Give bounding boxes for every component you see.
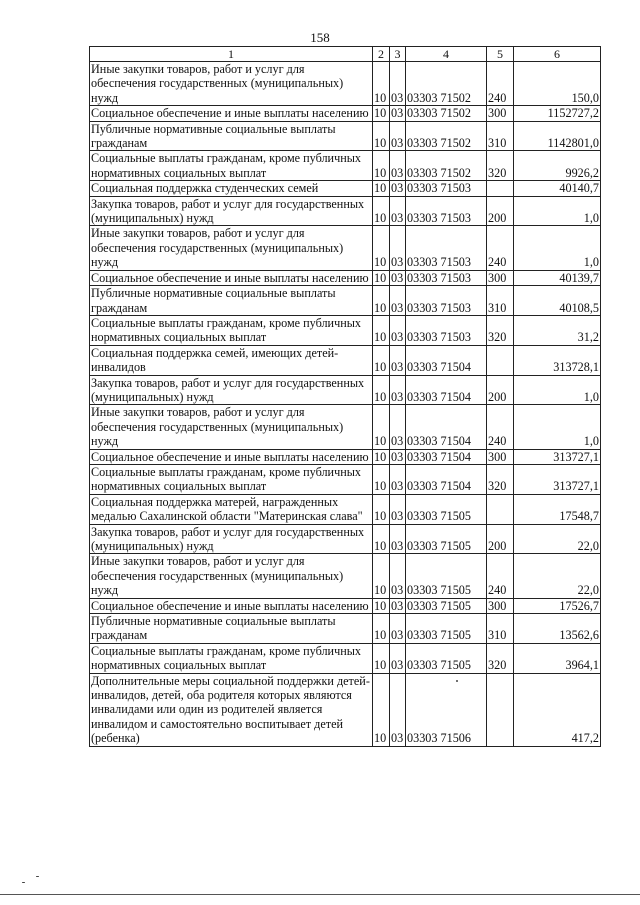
- row-amount-cell: 22,0: [514, 524, 601, 554]
- row-target-article-cell: 03303 71502: [406, 151, 487, 181]
- row-subsection-cell: 03: [390, 524, 406, 554]
- row-name-cell: Социальная поддержка студенческих семей: [90, 181, 373, 196]
- row-expense-type-cell: 200: [487, 196, 514, 226]
- row-target-article-cell: 03303 71503: [406, 226, 487, 270]
- row-expense-type-cell: 320: [487, 151, 514, 181]
- row-section-cell: 10: [373, 181, 390, 196]
- row-amount-cell: 150,0: [514, 62, 601, 106]
- row-subsection-cell: 03: [390, 196, 406, 226]
- scan-speck: [22, 882, 25, 883]
- column-number: 5: [487, 47, 514, 62]
- row-subsection-cell: 03: [390, 598, 406, 613]
- page-bottom-edge: [0, 894, 640, 895]
- row-subsection-cell: 03: [390, 449, 406, 464]
- row-amount-cell: 313728,1: [514, 345, 601, 375]
- row-amount-cell: 1152727,2: [514, 106, 601, 121]
- row-section-cell: 10: [373, 286, 390, 316]
- table-row: [90, 449, 601, 464]
- column-number: 3: [390, 47, 406, 62]
- row-name-cell: Социальные выплаты гражданам, кроме публичных нормативных социальных выплат: [90, 464, 373, 494]
- row-expense-type-cell: 320: [487, 643, 514, 673]
- row-expense-type-cell: 240: [487, 62, 514, 106]
- row-target-article-cell: 03303 71504: [406, 345, 487, 375]
- row-expense-type-cell: 310: [487, 286, 514, 316]
- row-amount-cell: 40108,5: [514, 286, 601, 316]
- row-section-cell: 10: [373, 315, 390, 345]
- row-target-article-cell: 03303 71504: [406, 449, 487, 464]
- row-subsection-cell: 03: [390, 464, 406, 494]
- table-row: [90, 345, 601, 375]
- row-target-article-cell: 03303 71502: [406, 62, 487, 106]
- table-row: [90, 226, 601, 270]
- row-section-cell: 10: [373, 151, 390, 181]
- row-amount-cell: 417,2: [514, 673, 601, 746]
- column-number: 2: [373, 47, 390, 62]
- row-expense-type-cell: [487, 494, 514, 524]
- row-target-article-cell: 03303 71503: [406, 196, 487, 226]
- row-subsection-cell: 03: [390, 614, 406, 644]
- row-section-cell: 10: [373, 62, 390, 106]
- row-amount-cell: 1142801,0: [514, 121, 601, 151]
- row-expense-type-cell: [487, 673, 514, 746]
- table-row: [90, 554, 601, 598]
- row-subsection-cell: 03: [390, 106, 406, 121]
- row-name-cell: Иные закупки товаров, работ и услуг для обеспечения государственных (муниципальных) нужд: [90, 226, 373, 270]
- row-expense-type-cell: 240: [487, 405, 514, 449]
- row-target-article-cell: 03303 71505: [406, 524, 487, 554]
- table-row: [90, 106, 601, 121]
- table-row: [90, 121, 601, 151]
- column-number-row: [90, 47, 601, 62]
- row-amount-cell: 40139,7: [514, 270, 601, 285]
- row-subsection-cell: 03: [390, 494, 406, 524]
- row-expense-type-cell: 300: [487, 270, 514, 285]
- row-name-cell: Социальные выплаты гражданам, кроме публичных нормативных социальных выплат: [90, 151, 373, 181]
- row-subsection-cell: 03: [390, 286, 406, 316]
- row-section-cell: 10: [373, 375, 390, 405]
- row-name-cell: Иные закупки товаров, работ и услуг для обеспечения государственных (муниципальных) нужд: [90, 405, 373, 449]
- table-row: [90, 405, 601, 449]
- row-name-cell: Закупка товаров, работ и услуг для государственных (муниципальных) нужд: [90, 375, 373, 405]
- row-name-cell: Социальные выплаты гражданам, кроме публичных нормативных социальных выплат: [90, 643, 373, 673]
- table-row: [90, 181, 601, 196]
- table-row: [90, 62, 601, 106]
- row-target-article-cell: 03303 71505: [406, 494, 487, 524]
- row-section-cell: 10: [373, 345, 390, 375]
- row-section-cell: 10: [373, 464, 390, 494]
- row-section-cell: 10: [373, 673, 390, 746]
- row-target-article-cell: 03303 71502: [406, 121, 487, 151]
- row-name-cell: Социальное обеспечение и иные выплаты населению: [90, 598, 373, 613]
- row-target-article-cell: 03303 71506: [406, 673, 487, 746]
- row-expense-type-cell: 240: [487, 554, 514, 598]
- table-row: [90, 614, 601, 644]
- row-target-article-cell: 03303 71503: [406, 315, 487, 345]
- row-expense-type-cell: 300: [487, 449, 514, 464]
- row-target-article-cell: 03303 71504: [406, 375, 487, 405]
- table-row: [90, 315, 601, 345]
- row-section-cell: 10: [373, 405, 390, 449]
- row-name-cell: Социальное обеспечение и иные выплаты населению: [90, 449, 373, 464]
- row-name-cell: Иные закупки товаров, работ и услуг для обеспечения государственных (муниципальных) нужд: [90, 554, 373, 598]
- row-amount-cell: 13562,6: [514, 614, 601, 644]
- page-number: 158: [310, 30, 330, 45]
- row-name-cell: Публичные нормативные социальные выплаты гражданам: [90, 614, 373, 644]
- row-target-article-cell: 03303 71503: [406, 286, 487, 316]
- row-expense-type-cell: 310: [487, 121, 514, 151]
- row-subsection-cell: 03: [390, 151, 406, 181]
- row-name-cell: Публичные нормативные социальные выплаты гражданам: [90, 121, 373, 151]
- row-amount-cell: 9926,2: [514, 151, 601, 181]
- row-section-cell: 10: [373, 524, 390, 554]
- table-row: [90, 494, 601, 524]
- row-section-cell: 10: [373, 643, 390, 673]
- column-number: 6: [514, 47, 601, 62]
- row-expense-type-cell: 310: [487, 614, 514, 644]
- row-section-cell: 10: [373, 226, 390, 270]
- row-section-cell: 10: [373, 270, 390, 285]
- row-name-cell: Закупка товаров, работ и услуг для государственных (муниципальных) нужд: [90, 196, 373, 226]
- row-expense-type-cell: 200: [487, 524, 514, 554]
- budget-table-body: [90, 47, 601, 747]
- budget-table: [89, 46, 601, 747]
- row-name-cell: Социальные выплаты гражданам, кроме публичных нормативных социальных выплат: [90, 315, 373, 345]
- row-target-article-cell: 03303 71505: [406, 643, 487, 673]
- row-amount-cell: 17548,7: [514, 494, 601, 524]
- row-name-cell: Дополнительные меры социальной поддержки детей-инвалидов, детей, оба родителя которых являются инвалидами или один из родителей является инвалидом и самостоятельно воспитывает детей (ребенка): [90, 673, 373, 746]
- row-subsection-cell: 03: [390, 181, 406, 196]
- row-amount-cell: 1,0: [514, 405, 601, 449]
- row-section-cell: 10: [373, 598, 390, 613]
- row-name-cell: Иные закупки товаров, работ и услуг для обеспечения государственных (муниципальных) нужд: [90, 62, 373, 106]
- row-subsection-cell: 03: [390, 554, 406, 598]
- scan-speck: [456, 680, 458, 682]
- row-section-cell: 10: [373, 494, 390, 524]
- row-amount-cell: 1,0: [514, 375, 601, 405]
- row-expense-type-cell: [487, 345, 514, 375]
- table-row: [90, 196, 601, 226]
- row-target-article-cell: 03303 71503: [406, 270, 487, 285]
- row-expense-type-cell: [487, 181, 514, 196]
- row-section-cell: 10: [373, 106, 390, 121]
- row-subsection-cell: 03: [390, 270, 406, 285]
- table-row: [90, 598, 601, 613]
- row-amount-cell: 1,0: [514, 226, 601, 270]
- row-section-cell: 10: [373, 614, 390, 644]
- table-row: [90, 151, 601, 181]
- row-section-cell: 10: [373, 196, 390, 226]
- row-target-article-cell: 03303 71504: [406, 464, 487, 494]
- row-target-article-cell: 03303 71503: [406, 181, 487, 196]
- table-row: [90, 270, 601, 285]
- row-amount-cell: 31,2: [514, 315, 601, 345]
- row-section-cell: 10: [373, 121, 390, 151]
- row-name-cell: Публичные нормативные социальные выплаты гражданам: [90, 286, 373, 316]
- row-target-article-cell: 03303 71505: [406, 598, 487, 613]
- row-subsection-cell: 03: [390, 62, 406, 106]
- row-expense-type-cell: 200: [487, 375, 514, 405]
- row-subsection-cell: 03: [390, 405, 406, 449]
- row-name-cell: Закупка товаров, работ и услуг для государственных (муниципальных) нужд: [90, 524, 373, 554]
- row-target-article-cell: 03303 71505: [406, 554, 487, 598]
- row-section-cell: 10: [373, 554, 390, 598]
- row-amount-cell: 22,0: [514, 554, 601, 598]
- row-subsection-cell: 03: [390, 121, 406, 151]
- row-expense-type-cell: 240: [487, 226, 514, 270]
- row-amount-cell: 313727,1: [514, 464, 601, 494]
- row-name-cell: Социальное обеспечение и иные выплаты населению: [90, 106, 373, 121]
- row-expense-type-cell: 300: [487, 106, 514, 121]
- row-target-article-cell: 03303 71504: [406, 405, 487, 449]
- row-subsection-cell: 03: [390, 643, 406, 673]
- table-row: [90, 673, 601, 746]
- row-subsection-cell: 03: [390, 673, 406, 746]
- row-target-article-cell: 03303 71505: [406, 614, 487, 644]
- row-expense-type-cell: 320: [487, 464, 514, 494]
- column-number: 1: [90, 47, 373, 62]
- row-subsection-cell: 03: [390, 345, 406, 375]
- table-row: [90, 464, 601, 494]
- row-target-article-cell: 03303 71502: [406, 106, 487, 121]
- row-amount-cell: 40140,7: [514, 181, 601, 196]
- row-expense-type-cell: 320: [487, 315, 514, 345]
- column-number: 4: [406, 47, 487, 62]
- row-expense-type-cell: 300: [487, 598, 514, 613]
- scan-speck: [36, 876, 39, 877]
- row-subsection-cell: 03: [390, 226, 406, 270]
- row-amount-cell: 1,0: [514, 196, 601, 226]
- row-amount-cell: 313727,1: [514, 449, 601, 464]
- row-subsection-cell: 03: [390, 315, 406, 345]
- row-amount-cell: 3964,1: [514, 643, 601, 673]
- table-row: [90, 375, 601, 405]
- table-row: [90, 524, 601, 554]
- row-name-cell: Социальное обеспечение и иные выплаты населению: [90, 270, 373, 285]
- row-name-cell: Социальная поддержка семей, имеющих детей-инвалидов: [90, 345, 373, 375]
- table-row: [90, 643, 601, 673]
- row-amount-cell: 17526,7: [514, 598, 601, 613]
- table-row: [90, 286, 601, 316]
- row-subsection-cell: 03: [390, 375, 406, 405]
- row-section-cell: 10: [373, 449, 390, 464]
- row-name-cell: Социальная поддержка матерей, награжденных медалью Сахалинской области "Материнская слава": [90, 494, 373, 524]
